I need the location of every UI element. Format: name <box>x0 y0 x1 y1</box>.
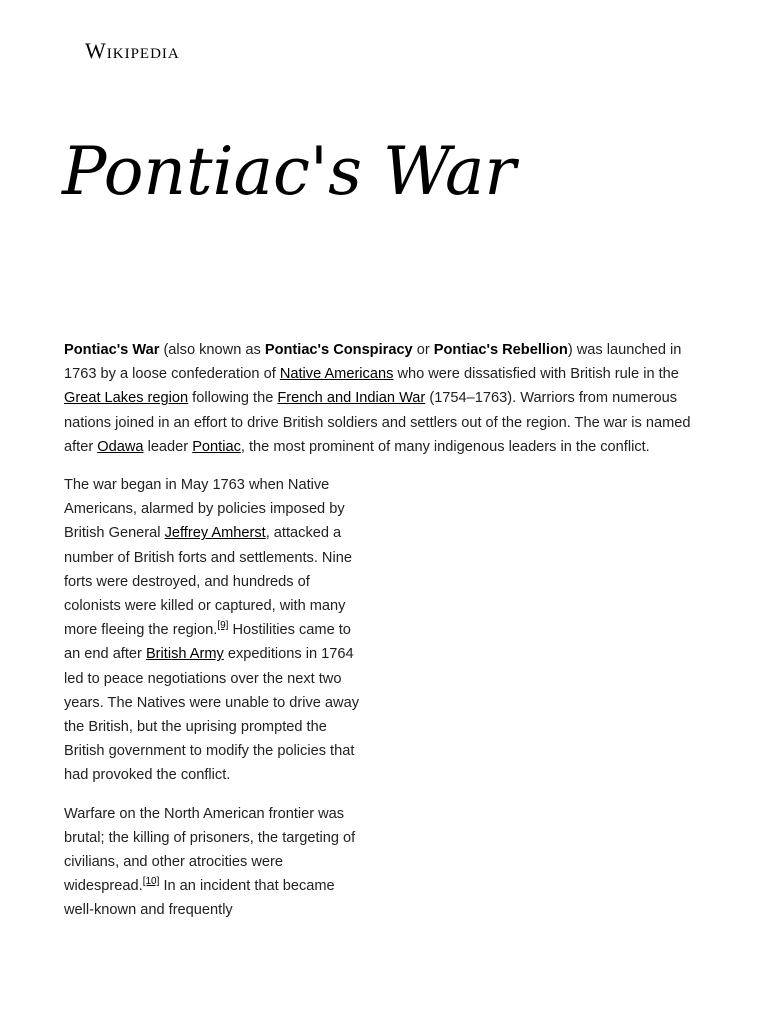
paragraph-text: Warfare on the North American frontier was brutal; the killing of prisoners, the targeting of civilians, and other atrocities were widespread. <box>64 805 356 895</box>
link-great-lakes-region[interactable]: Great Lakes region <box>64 390 189 407</box>
bold-term: Pontiac's Rebellion <box>433 342 568 358</box>
paragraph-text: (1754–1763). Warriors from numerous nations joined in an effort to drive British soldiers and settlers out of the region. The war is named after <box>64 390 691 455</box>
article-body <box>64 338 704 937</box>
paragraph-text: In an incident that became well-known and frequently <box>64 878 335 919</box>
link-jeffrey-amherst[interactable]: Jeffrey Amherst <box>164 525 266 542</box>
link-native-americans[interactable]: Native Americans <box>279 366 394 383</box>
link-british-army[interactable]: British Army <box>145 646 224 663</box>
citation-9[interactable]: [9] <box>217 620 229 632</box>
page-title: Pontiac's War <box>62 133 516 210</box>
paragraph-text: The war began in May 1763 when Native Americans, alarmed by policies imposed by British General <box>64 477 345 542</box>
paragraph-text: who were dissatisfied with British rule in the <box>393 366 679 383</box>
warfare-paragraph <box>64 802 360 923</box>
paragraph-text: or <box>412 342 434 358</box>
paragraph-text: , the most prominent of many indigenous leaders in the conflict. <box>240 438 650 455</box>
citation-10[interactable]: [10] <box>142 876 160 888</box>
paragraph-text: leader <box>143 438 193 455</box>
link-pontiac[interactable]: Pontiac <box>192 438 241 455</box>
paragraph-text: , attacked a number of British forts and settlements. Nine forts were destroyed, and hundreds of colonists were killed or captured, with many more fleeing the region. <box>64 525 352 639</box>
paragraph-text: following the <box>188 390 278 407</box>
link-odawa[interactable]: Odawa <box>97 438 144 455</box>
intro-paragraph <box>64 338 704 459</box>
bold-term: Pontiac's War <box>64 342 160 358</box>
paragraph-text: Hostilities came to an end after <box>64 622 351 663</box>
wikipedia-logo[interactable]: Wikipedia <box>85 38 180 63</box>
bold-term: Pontiac's Conspiracy <box>264 342 413 358</box>
paragraph-text: ) was launched in 1763 by a loose confederation of <box>64 342 682 383</box>
paragraph-text: expeditions in 1764 led to peace negotiations over the next two years. The Natives were unable to drive away the British, but the uprising prompted the British government to modify the policies that had provoked the conflict. <box>64 646 359 784</box>
paragraph-text: (also known as <box>159 342 265 358</box>
link-french-and-indian-war[interactable]: French and Indian War <box>277 390 426 407</box>
war-paragraph <box>64 473 360 788</box>
